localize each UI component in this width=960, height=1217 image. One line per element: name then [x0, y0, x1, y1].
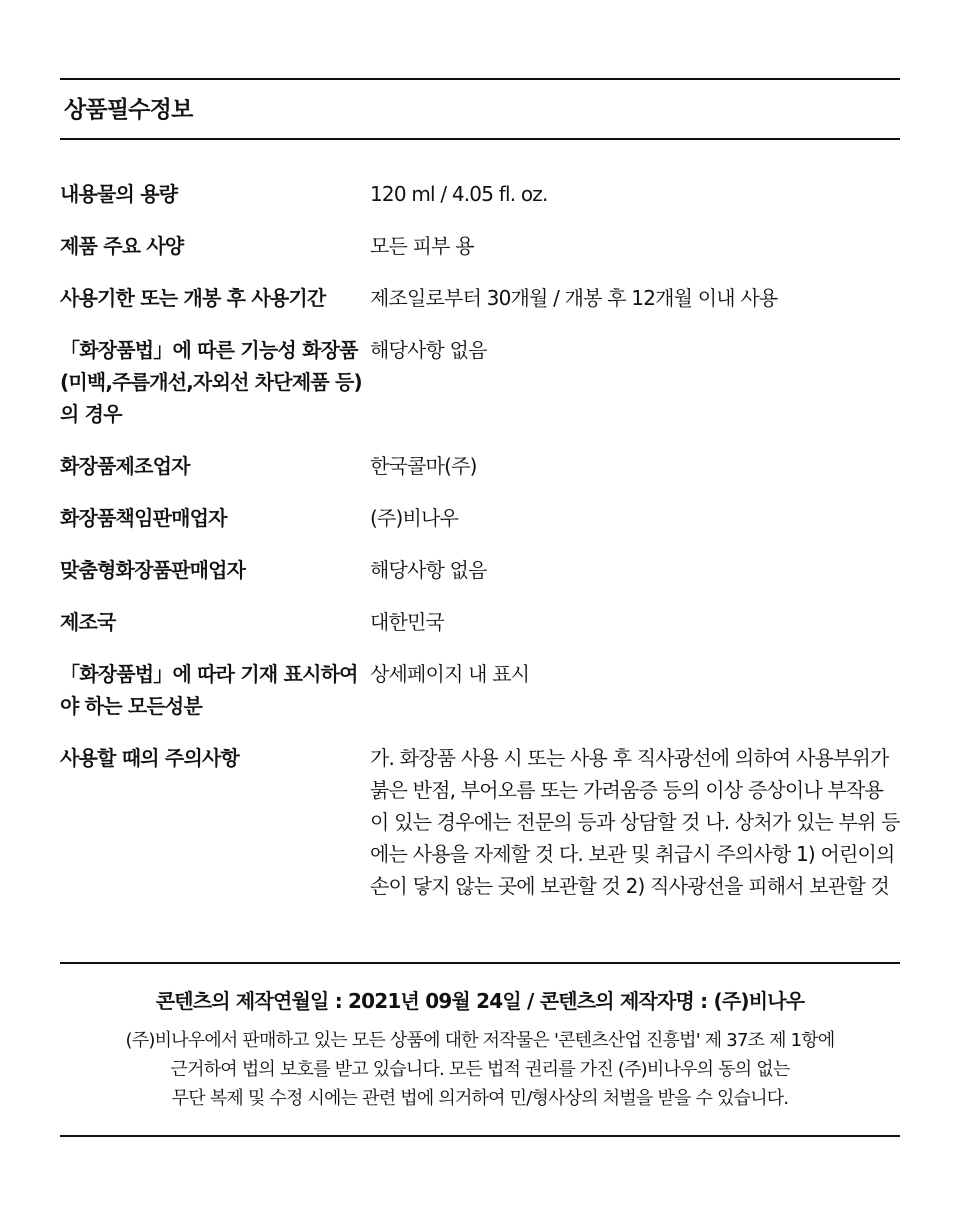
row-value: 모든 피부 용: [370, 234, 474, 258]
info-row-precautions: [60, 742, 900, 902]
copyright-line: 근거하여 법의 보호를 받고 있습니다. 모든 법적 권리를 가진 (주)비나우의 동의 없는: [170, 1059, 790, 1080]
row-label: 내용물의 용량: [60, 182, 178, 206]
info-row-expiry: [60, 282, 900, 314]
row-value: 가. 화장품 사용 시 또는 사용 후 직사광선에 의하여 사용부위가 붉은 반점, 부어오름 또는 가려움증 등의 이상 증상이나 부작용이 있는 경우에는 전문의 등과 상담할 것 나. 상처가 있는 부위 등에는 사용을 자제할 것 다. 보관 및 취급시 주의사항 1) 어린이의 손이 닿지 않는 곳에 보관할 것 2) 직사광선을 피해서 보관할 것: [370, 746, 900, 898]
row-label: 제조국: [60, 610, 116, 634]
product-info-table: [60, 178, 900, 922]
copyright-line: (주)비나우에서 판매하고 있는 모든 상품에 대한 저작물은 '콘텐츠산업 진흥법' 제 37조 제 1항에: [125, 1030, 835, 1051]
row-value: 해당사항 없음: [370, 558, 487, 582]
section-title: 상품필수정보: [64, 97, 193, 123]
row-value: 상세페이지 내 표시: [370, 662, 530, 686]
row-value: 120 ml / 4.05 fl. oz.: [370, 182, 548, 206]
row-label: 「화장품법」에 따른 기능성 화장품 (미백,주름개선,자외선 차단제품 등)의 경우: [60, 338, 362, 426]
info-row-functional: [60, 334, 900, 430]
footer-top-divider: [60, 962, 900, 964]
row-label: 「화장품법」에 따라 기재 표시하여야 하는 모든성분: [60, 662, 358, 718]
row-label: 화장품제조업자: [60, 454, 190, 478]
info-row-country: [60, 606, 900, 638]
row-label: 맞춤형화장품판매업자: [60, 558, 246, 582]
row-value: 대한민국: [370, 610, 445, 634]
info-row-custom-seller: [60, 554, 900, 586]
info-row-spec: [60, 230, 900, 262]
content-creation-info: 콘텐츠의 제작연월일 : 2021년 09월 24일 / 콘텐츠의 제작자명 : (주)비나우: [155, 989, 805, 1013]
row-value: 해당사항 없음: [370, 338, 487, 362]
info-row-ingredients: [60, 658, 900, 722]
row-label: 사용기한 또는 개봉 후 사용기간: [60, 286, 326, 310]
row-value: 제조일로부터 30개월 / 개봉 후 12개월 이내 사용: [370, 286, 778, 310]
info-row-manufacturer: [60, 450, 900, 482]
copyright-text: [60, 1026, 900, 1113]
row-label: 사용할 때의 주의사항: [60, 746, 240, 770]
footer-bottom-divider: [60, 1135, 900, 1137]
row-label: 제품 주요 사양: [60, 234, 184, 258]
top-divider: [60, 78, 900, 80]
row-value: (주)비나우: [370, 506, 459, 530]
title-divider: [60, 138, 900, 140]
info-row-volume: [60, 178, 900, 210]
copyright-line: 무단 복제 및 수정 시에는 관련 법에 의거하여 민/형사상의 처벌을 받을 수 있습니다.: [171, 1088, 789, 1109]
row-label: 화장품책임판매업자: [60, 506, 227, 530]
row-value: 한국콜마(주): [370, 454, 477, 478]
copyright-notice: [60, 986, 900, 1113]
info-row-distributor: [60, 502, 900, 534]
